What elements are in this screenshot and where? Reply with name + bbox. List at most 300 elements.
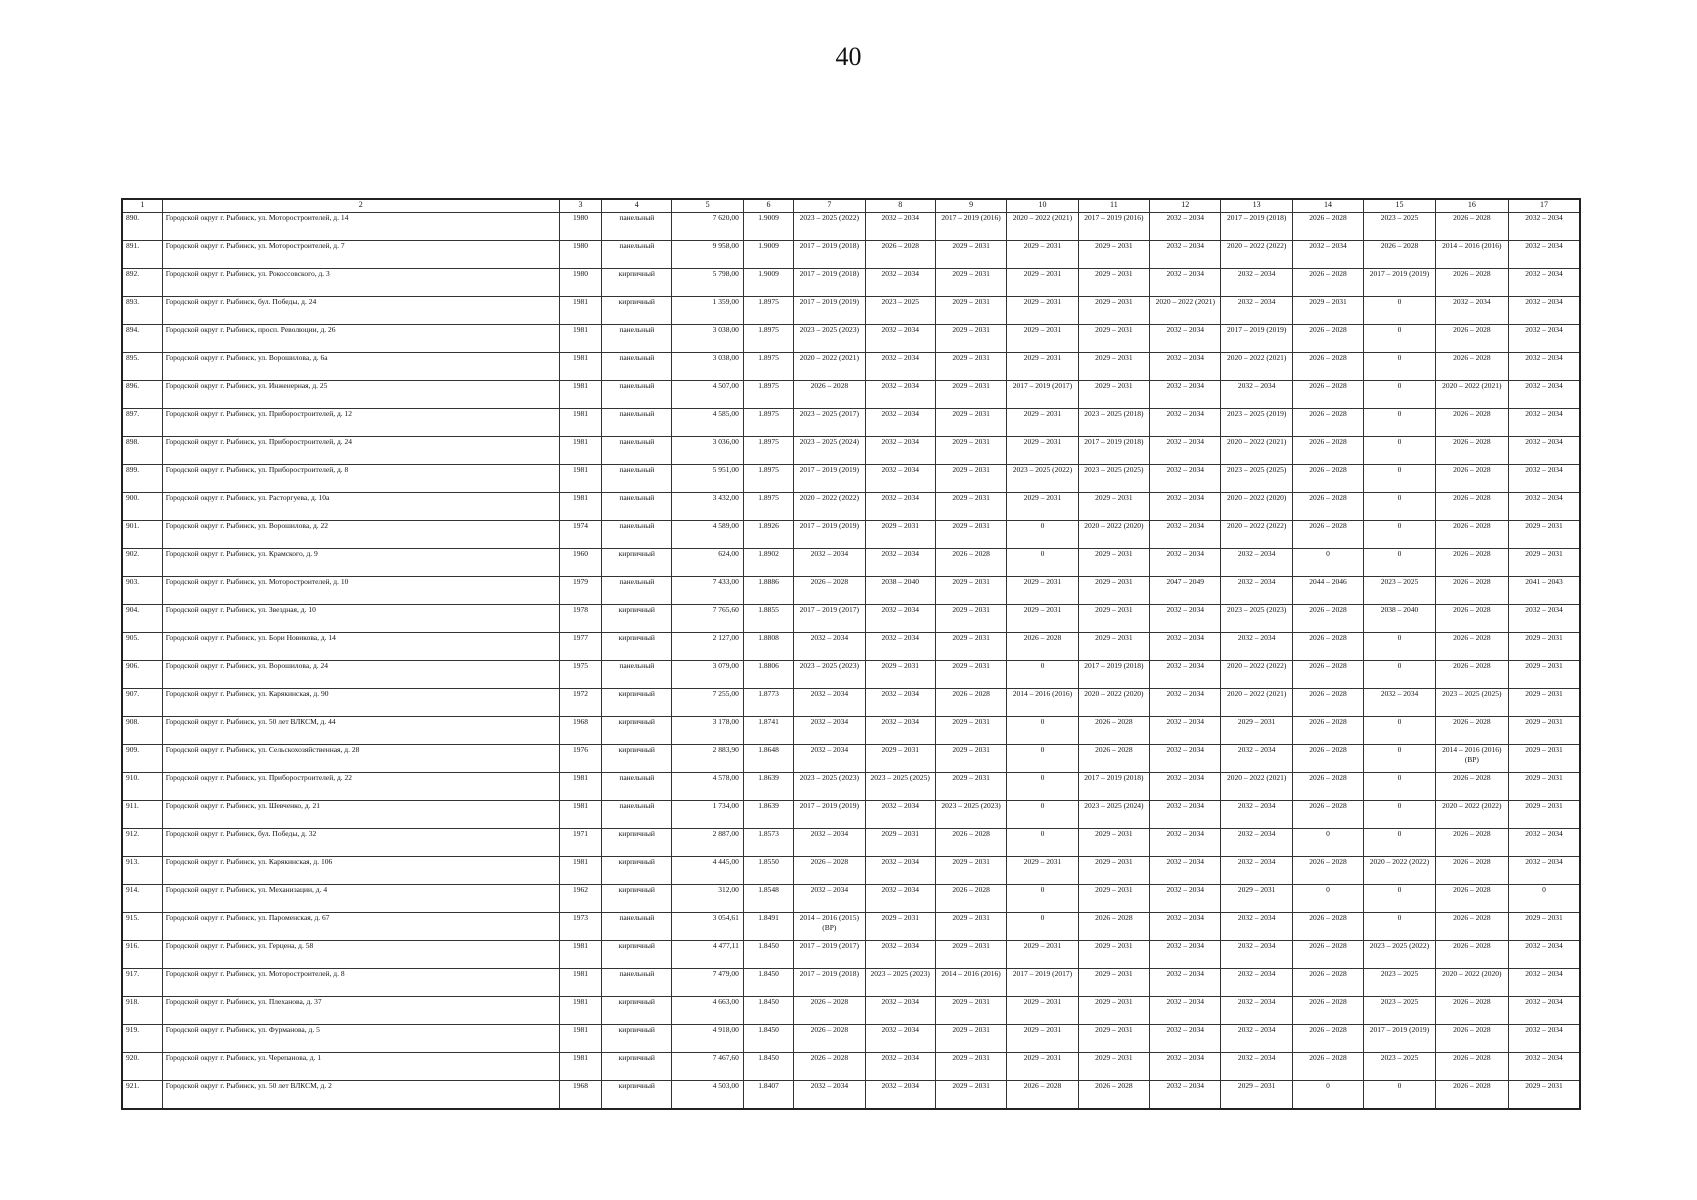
period-cell: 2032 – 2034 <box>1150 605 1221 633</box>
period-cell: 2017 – 2019 (2016) <box>935 213 1006 241</box>
year-cell: 1974 <box>559 521 601 549</box>
year-cell: 1981 <box>559 997 601 1025</box>
table-row <box>122 1025 1580 1053</box>
period-cell: 2026 – 2028 <box>1292 969 1363 997</box>
period-cell: 2032 – 2034 <box>865 1053 935 1081</box>
column-header-3: 3 <box>559 199 601 213</box>
wall-material-cell: панельный <box>602 213 672 241</box>
period-cell: 2017 – 2019 (2019) <box>794 521 865 549</box>
period-cell: 2023 – 2025 (2022) <box>1007 465 1078 493</box>
period-cell: 2032 – 2034 <box>1150 633 1221 661</box>
wall-material-cell: панельный <box>602 465 672 493</box>
wall-material-cell: кирпичный <box>602 717 672 745</box>
period-cell: 2029 – 2031 <box>935 381 1006 409</box>
period-cell: 2032 – 2034 <box>865 857 935 885</box>
area-cell: 7 255,00 <box>672 689 743 717</box>
period-cell: 2032 – 2034 <box>1509 325 1580 353</box>
period-cell: 2029 – 2031 <box>1078 381 1149 409</box>
table-row <box>122 661 1580 689</box>
area-cell: 7 479,00 <box>672 969 743 997</box>
table-row <box>122 213 1580 241</box>
address-cell: Городской округ г. Рыбинск, ул. Ворошилова, д. 6а <box>162 353 559 381</box>
period-cell: 0 <box>1364 381 1435 409</box>
period-cell: 2032 – 2034 <box>1150 409 1221 437</box>
period-cell: 0 <box>1364 661 1435 689</box>
period-cell: 2026 – 2028 <box>1292 1025 1363 1053</box>
address-cell: Городской округ г. Рыбинск, ул. Рокоссовского, д. 3 <box>162 269 559 297</box>
row-number-cell: 890. <box>122 213 162 241</box>
table-row <box>122 1081 1580 1109</box>
period-cell: 2047 – 2049 <box>1150 577 1221 605</box>
coefficient-cell: 1.8639 <box>743 773 793 801</box>
address-cell: Городской округ г. Рыбинск, ул. Фурманова, д. 5 <box>162 1025 559 1053</box>
period-cell: 2032 – 2034 <box>1221 297 1292 325</box>
period-cell: 2026 – 2028 <box>794 381 865 409</box>
year-cell: 1973 <box>559 913 601 941</box>
year-cell: 1975 <box>559 661 601 689</box>
row-number-cell: 905. <box>122 633 162 661</box>
table-row <box>122 829 1580 857</box>
address-cell: Городской округ г. Рыбинск, бул. Победы, д. 24 <box>162 297 559 325</box>
period-cell: 2032 – 2034 <box>1509 353 1580 381</box>
wall-material-cell: панельный <box>602 801 672 829</box>
period-cell: 2026 – 2028 <box>1435 465 1508 493</box>
year-cell: 1981 <box>559 941 601 969</box>
period-cell: 2026 – 2028 <box>1292 1053 1363 1081</box>
period-cell: 2032 – 2034 <box>1509 465 1580 493</box>
period-cell: 2032 – 2034 <box>1509 969 1580 997</box>
coefficient-cell: 1.8450 <box>743 1053 793 1081</box>
coefficient-cell: 1.9009 <box>743 213 793 241</box>
period-cell: 2026 – 2028 <box>1435 997 1508 1025</box>
period-cell: 2032 – 2034 <box>1221 857 1292 885</box>
table-row <box>122 297 1580 325</box>
table-row <box>122 941 1580 969</box>
period-cell: 0 <box>1364 801 1435 829</box>
period-cell: 2032 – 2034 <box>1150 493 1221 521</box>
period-cell: 0 <box>1007 829 1078 857</box>
address-cell: Городской округ г. Рыбинск, ул. Карякинская, д. 106 <box>162 857 559 885</box>
year-cell: 1962 <box>559 885 601 913</box>
period-cell: 2026 – 2028 <box>1435 409 1508 437</box>
period-cell: 2029 – 2031 <box>935 493 1006 521</box>
coefficient-cell: 1.8806 <box>743 661 793 689</box>
period-cell: 2029 – 2031 <box>1007 297 1078 325</box>
address-cell: Городской округ г. Рыбинск, ул. Расторгуева, д. 10а <box>162 493 559 521</box>
period-cell: 2023 – 2025 <box>1364 213 1435 241</box>
period-cell: 0 <box>1364 1081 1435 1109</box>
period-cell: 2017 – 2019 (2019) <box>1364 269 1435 297</box>
period-cell: 2032 – 2034 <box>865 325 935 353</box>
address-cell: Городской округ г. Рыбинск, ул. Пароменская, д. 67 <box>162 913 559 941</box>
period-cell: 2032 – 2034 <box>1221 829 1292 857</box>
period-cell: 2032 – 2034 <box>1150 801 1221 829</box>
period-cell: 2032 – 2034 <box>1509 997 1580 1025</box>
period-cell: 0 <box>1364 465 1435 493</box>
period-cell: 2029 – 2031 <box>1292 297 1363 325</box>
period-cell: 0 <box>1364 885 1435 913</box>
period-cell: 2032 – 2034 <box>1509 605 1580 633</box>
address-cell: Городской округ г. Рыбинск, ул. Бори Новикова, д. 14 <box>162 633 559 661</box>
column-header-12: 12 <box>1150 199 1221 213</box>
period-cell: 2023 – 2025 <box>1364 577 1435 605</box>
wall-material-cell: кирпичный <box>602 297 672 325</box>
address-cell: Городской округ г. Рыбинск, ул. 50 лет ВЛКСМ, д. 2 <box>162 1081 559 1109</box>
period-cell: 0 <box>1292 1081 1363 1109</box>
period-cell: 2014 – 2016 (2016) <box>935 969 1006 997</box>
period-cell: 2026 – 2028 <box>1435 633 1508 661</box>
table-row <box>122 325 1580 353</box>
period-cell: 2017 – 2019 (2017) <box>794 941 865 969</box>
period-cell: 2026 – 2028 <box>1007 1081 1078 1109</box>
period-cell: 2023 – 2025 (2025) <box>1078 465 1149 493</box>
period-cell: 2017 – 2019 (2019) <box>794 801 865 829</box>
period-cell: 2032 – 2034 <box>1150 521 1221 549</box>
area-cell: 2 127,00 <box>672 633 743 661</box>
period-cell: 2029 – 2031 <box>1509 913 1580 941</box>
period-cell: 2023 – 2025 <box>1364 997 1435 1025</box>
period-cell: 2029 – 2031 <box>935 297 1006 325</box>
column-header-10: 10 <box>1007 199 1078 213</box>
wall-material-cell: кирпичный <box>602 745 672 773</box>
column-header-9: 9 <box>935 199 1006 213</box>
period-cell: 2023 – 2025 <box>865 297 935 325</box>
year-cell: 1981 <box>559 437 601 465</box>
period-cell: 2044 – 2046 <box>1292 577 1363 605</box>
address-cell: Городской округ г. Рыбинск, ул. Шевченко, д. 21 <box>162 801 559 829</box>
period-cell: 2029 – 2031 <box>1078 269 1149 297</box>
period-cell: 2014 – 2016 (2016) (ВР) <box>1435 745 1508 773</box>
table-row <box>122 969 1580 997</box>
address-cell: Городской округ г. Рыбинск, ул. Моторостроителей, д. 14 <box>162 213 559 241</box>
area-cell: 4 589,00 <box>672 521 743 549</box>
wall-material-cell: кирпичный <box>602 1053 672 1081</box>
period-cell: 2026 – 2028 <box>1435 773 1508 801</box>
coefficient-cell: 1.8773 <box>743 689 793 717</box>
table-row <box>122 913 1580 941</box>
period-cell: 2017 – 2019 (2019) <box>1221 325 1292 353</box>
area-cell: 4 663,00 <box>672 997 743 1025</box>
coefficient-cell: 1.8975 <box>743 297 793 325</box>
period-cell: 2029 – 2031 <box>1221 885 1292 913</box>
address-cell: Городской округ г. Рыбинск, просп. Революции, д. 26 <box>162 325 559 353</box>
address-cell: Городской округ г. Рыбинск, ул. Инженерная, д. 25 <box>162 381 559 409</box>
period-cell: 2023 – 2025 (2024) <box>1078 801 1149 829</box>
period-cell: 2029 – 2031 <box>1078 1053 1149 1081</box>
year-cell: 1981 <box>559 381 601 409</box>
table-row <box>122 577 1580 605</box>
area-cell: 4 445,00 <box>672 857 743 885</box>
period-cell: 2026 – 2028 <box>935 689 1006 717</box>
period-cell: 2026 – 2028 <box>1078 745 1149 773</box>
coefficient-cell: 1.8550 <box>743 857 793 885</box>
period-cell: 2026 – 2028 <box>1292 465 1363 493</box>
period-cell: 2032 – 2034 <box>1150 745 1221 773</box>
address-cell: Городской округ г. Рыбинск, ул. Приборостроителей, д. 22 <box>162 773 559 801</box>
period-cell: 2032 – 2034 <box>794 829 865 857</box>
coefficient-cell: 1.8450 <box>743 997 793 1025</box>
period-cell: 2023 – 2025 (2025) <box>865 773 935 801</box>
wall-material-cell: кирпичный <box>602 1025 672 1053</box>
period-cell: 2026 – 2028 <box>1007 633 1078 661</box>
period-cell: 0 <box>1007 913 1078 941</box>
period-cell: 2029 – 2031 <box>935 1081 1006 1109</box>
period-cell: 2029 – 2031 <box>1007 409 1078 437</box>
period-cell: 2026 – 2028 <box>1435 885 1508 913</box>
period-cell: 2032 – 2034 <box>1221 801 1292 829</box>
period-cell: 2032 – 2034 <box>1221 969 1292 997</box>
period-cell: 2017 – 2019 (2019) <box>794 297 865 325</box>
period-cell: 2029 – 2031 <box>935 521 1006 549</box>
period-cell: 2029 – 2031 <box>1078 941 1149 969</box>
period-cell: 2029 – 2031 <box>1078 241 1149 269</box>
period-cell: 2023 – 2025 (2023) <box>1221 605 1292 633</box>
row-number-cell: 910. <box>122 773 162 801</box>
period-cell: 2029 – 2031 <box>935 633 1006 661</box>
period-cell: 0 <box>1292 549 1363 577</box>
column-header-7: 7 <box>794 199 865 213</box>
period-cell: 2029 – 2031 <box>1509 549 1580 577</box>
period-cell: 2032 – 2034 <box>865 633 935 661</box>
year-cell: 1979 <box>559 577 601 605</box>
period-cell: 2032 – 2034 <box>1150 1081 1221 1109</box>
period-cell: 0 <box>1292 885 1363 913</box>
row-number-cell: 915. <box>122 913 162 941</box>
row-number-cell: 911. <box>122 801 162 829</box>
area-cell: 7 765,60 <box>672 605 743 633</box>
table-row <box>122 409 1580 437</box>
period-cell: 2032 – 2034 <box>1509 493 1580 521</box>
period-cell: 2029 – 2031 <box>935 269 1006 297</box>
period-cell: 2032 – 2034 <box>1509 1053 1580 1081</box>
period-cell: 2026 – 2028 <box>1292 325 1363 353</box>
table-row <box>122 857 1580 885</box>
period-cell: 2026 – 2028 <box>1292 437 1363 465</box>
year-cell: 1976 <box>559 745 601 773</box>
table-row <box>122 493 1580 521</box>
row-number-cell: 899. <box>122 465 162 493</box>
year-cell: 1981 <box>559 297 601 325</box>
period-cell: 2029 – 2031 <box>1078 493 1149 521</box>
period-cell: 2026 – 2028 <box>1292 913 1363 941</box>
row-number-cell: 917. <box>122 969 162 997</box>
period-cell: 2023 – 2025 (2023) <box>794 773 865 801</box>
period-cell: 2032 – 2034 <box>865 213 935 241</box>
wall-material-cell: панельный <box>602 409 672 437</box>
period-cell: 2029 – 2031 <box>1007 1053 1078 1081</box>
year-cell: 1968 <box>559 717 601 745</box>
period-cell: 2026 – 2028 <box>935 549 1006 577</box>
wall-material-cell: кирпичный <box>602 605 672 633</box>
period-cell: 2029 – 2031 <box>935 437 1006 465</box>
period-cell: 2026 – 2028 <box>1292 521 1363 549</box>
row-number-cell: 898. <box>122 437 162 465</box>
period-cell: 2020 – 2022 (2022) <box>1221 661 1292 689</box>
coefficient-cell: 1.9009 <box>743 241 793 269</box>
period-cell: 0 <box>1364 521 1435 549</box>
period-cell: 2020 – 2022 (2020) <box>1078 689 1149 717</box>
period-cell: 2032 – 2034 <box>1150 465 1221 493</box>
address-cell: Городской округ г. Рыбинск, ул. Моторостроителей, д. 8 <box>162 969 559 997</box>
period-cell: 2032 – 2034 <box>1150 773 1221 801</box>
year-cell: 1981 <box>559 493 601 521</box>
period-cell: 2026 – 2028 <box>1292 493 1363 521</box>
row-number-cell: 918. <box>122 997 162 1025</box>
period-cell: 2032 – 2034 <box>1150 941 1221 969</box>
wall-material-cell: панельный <box>602 381 672 409</box>
period-cell: 2029 – 2031 <box>1221 1081 1292 1109</box>
period-cell: 2017 – 2019 (2018) <box>1078 661 1149 689</box>
table-row <box>122 521 1580 549</box>
address-cell: Городской округ г. Рыбинск, ул. Звездная, д. 10 <box>162 605 559 633</box>
period-cell: 2026 – 2028 <box>935 829 1006 857</box>
column-header-1: 1 <box>122 199 162 213</box>
period-cell: 2026 – 2028 <box>865 241 935 269</box>
area-cell: 3 038,00 <box>672 353 743 381</box>
coefficient-cell: 1.8648 <box>743 745 793 773</box>
period-cell: 2020 – 2022 (2022) <box>794 493 865 521</box>
year-cell: 1972 <box>559 689 601 717</box>
period-cell: 2032 – 2034 <box>1509 213 1580 241</box>
period-cell: 2029 – 2031 <box>1007 857 1078 885</box>
coefficient-cell: 1.8975 <box>743 325 793 353</box>
period-cell: 2017 – 2019 (2018) <box>794 269 865 297</box>
address-cell: Городской округ г. Рыбинск, ул. Черепанова, д. 1 <box>162 1053 559 1081</box>
period-cell: 2017 – 2019 (2018) <box>794 241 865 269</box>
period-cell: 2032 – 2034 <box>1435 297 1508 325</box>
area-cell: 3 432,00 <box>672 493 743 521</box>
column-header-17: 17 <box>1509 199 1580 213</box>
area-cell: 2 883,90 <box>672 745 743 773</box>
period-cell: 2029 – 2031 <box>935 661 1006 689</box>
period-cell: 0 <box>1007 801 1078 829</box>
area-cell: 4 503,00 <box>672 1081 743 1109</box>
period-cell: 2032 – 2034 <box>1509 829 1580 857</box>
table-row <box>122 465 1580 493</box>
period-cell: 2032 – 2034 <box>794 633 865 661</box>
area-cell: 4 578,00 <box>672 773 743 801</box>
period-cell: 2029 – 2031 <box>1078 885 1149 913</box>
period-cell: 2029 – 2031 <box>1007 493 1078 521</box>
period-cell: 2032 – 2034 <box>1150 857 1221 885</box>
period-cell: 2032 – 2034 <box>1221 913 1292 941</box>
period-cell: 2029 – 2031 <box>1078 829 1149 857</box>
period-cell: 2026 – 2028 <box>1435 577 1508 605</box>
period-cell: 2032 – 2034 <box>865 465 935 493</box>
wall-material-cell: кирпичный <box>602 857 672 885</box>
period-cell: 2032 – 2034 <box>865 717 935 745</box>
period-cell: 2014 – 2016 (2016) <box>1007 689 1078 717</box>
period-cell: 2026 – 2028 <box>1078 913 1149 941</box>
table-row <box>122 745 1580 773</box>
period-cell: 2032 – 2034 <box>1221 997 1292 1025</box>
period-cell: 2032 – 2034 <box>865 801 935 829</box>
period-cell: 2020 – 2022 (2020) <box>1435 969 1508 997</box>
period-cell: 2038 – 2040 <box>1364 605 1435 633</box>
period-cell: 2029 – 2031 <box>935 773 1006 801</box>
period-cell: 2026 – 2028 <box>1292 717 1363 745</box>
period-cell: 2029 – 2031 <box>1007 241 1078 269</box>
address-cell: Городской округ г. Рыбинск, ул. Приборостроителей, д. 12 <box>162 409 559 437</box>
period-cell: 2026 – 2028 <box>1292 801 1363 829</box>
period-cell: 0 <box>1364 633 1435 661</box>
period-cell: 2029 – 2031 <box>1007 605 1078 633</box>
row-number-cell: 920. <box>122 1053 162 1081</box>
year-cell: 1977 <box>559 633 601 661</box>
year-cell: 1981 <box>559 465 601 493</box>
address-cell: Городской округ г. Рыбинск, ул. Приборостроителей, д. 24 <box>162 437 559 465</box>
period-cell: 2029 – 2031 <box>1007 353 1078 381</box>
page-number: 40 <box>835 42 862 71</box>
period-cell: 2029 – 2031 <box>935 941 1006 969</box>
row-number-cell: 900. <box>122 493 162 521</box>
period-cell: 2017 – 2019 (2016) <box>1078 213 1149 241</box>
period-cell: 2029 – 2031 <box>1509 745 1580 773</box>
period-cell: 2029 – 2031 <box>1078 549 1149 577</box>
period-cell: 2017 – 2019 (2017) <box>1007 969 1078 997</box>
wall-material-cell: панельный <box>602 325 672 353</box>
wall-material-cell: панельный <box>602 577 672 605</box>
period-cell: 2032 – 2034 <box>865 437 935 465</box>
table-row <box>122 353 1580 381</box>
period-cell: 2032 – 2034 <box>1221 633 1292 661</box>
period-cell: 2026 – 2028 <box>1435 717 1508 745</box>
period-cell: 2017 – 2019 (2017) <box>794 605 865 633</box>
period-cell: 2026 – 2028 <box>1292 409 1363 437</box>
period-cell: 2026 – 2028 <box>1435 829 1508 857</box>
period-cell: 0 <box>1007 549 1078 577</box>
column-header-16: 16 <box>1435 199 1508 213</box>
coefficient-cell: 1.8639 <box>743 801 793 829</box>
period-cell: 2020 – 2022 (2022) <box>1221 521 1292 549</box>
period-cell: 2026 – 2028 <box>1435 521 1508 549</box>
period-cell: 2029 – 2031 <box>1007 1025 1078 1053</box>
period-cell: 0 <box>1364 353 1435 381</box>
period-cell: 2032 – 2034 <box>1509 941 1580 969</box>
column-header-2: 2 <box>162 199 559 213</box>
row-number-cell: 904. <box>122 605 162 633</box>
year-cell: 1981 <box>559 1025 601 1053</box>
period-cell: 2032 – 2034 <box>1221 381 1292 409</box>
year-cell: 1978 <box>559 605 601 633</box>
period-cell: 2026 – 2028 <box>1435 325 1508 353</box>
column-header-15: 15 <box>1364 199 1435 213</box>
coefficient-cell: 1.8407 <box>743 1081 793 1109</box>
period-cell: 2029 – 2031 <box>865 829 935 857</box>
coefficient-cell: 1.8450 <box>743 1025 793 1053</box>
address-cell: Городской округ г. Рыбинск, ул. Приборостроителей, д. 8 <box>162 465 559 493</box>
row-number-cell: 896. <box>122 381 162 409</box>
wall-material-cell: кирпичный <box>602 1081 672 1109</box>
table-row <box>122 885 1580 913</box>
period-cell: 2029 – 2031 <box>935 997 1006 1025</box>
period-cell: 2032 – 2034 <box>1509 297 1580 325</box>
period-cell: 2029 – 2031 <box>865 661 935 689</box>
period-cell: 2032 – 2034 <box>865 1025 935 1053</box>
period-cell: 2029 – 2031 <box>1078 297 1149 325</box>
period-cell: 2023 – 2025 (2022) <box>794 213 865 241</box>
period-cell: 2029 – 2031 <box>935 409 1006 437</box>
period-cell: 0 <box>1007 745 1078 773</box>
period-cell: 2020 – 2022 (2022) <box>1221 241 1292 269</box>
address-cell: Городской округ г. Рыбинск, ул. Герцена, д. 58 <box>162 941 559 969</box>
area-cell: 3 079,00 <box>672 661 743 689</box>
column-number-header-row <box>122 199 1580 213</box>
area-cell: 624,00 <box>672 549 743 577</box>
wall-material-cell: панельный <box>602 913 672 941</box>
period-cell: 2026 – 2028 <box>1435 213 1508 241</box>
row-number-cell: 907. <box>122 689 162 717</box>
